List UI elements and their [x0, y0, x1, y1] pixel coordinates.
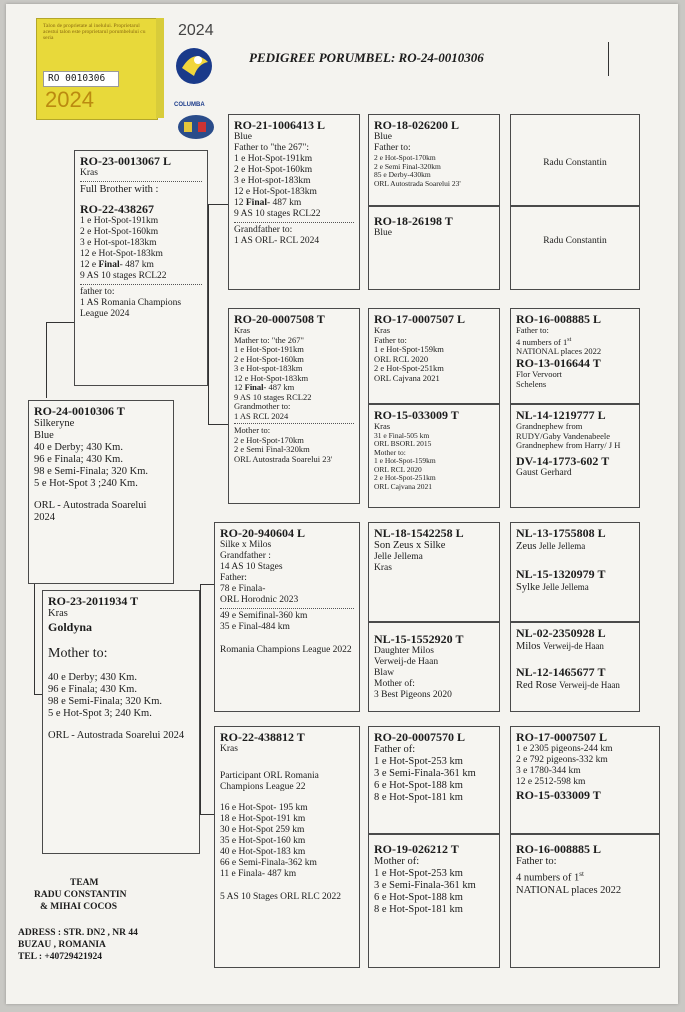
ddss-ring-2: RO-15-033009 T	[516, 788, 601, 802]
brother-label: Full Brother with :	[80, 184, 159, 195]
dd-result: 40 e Hot-Spot-183 km	[220, 847, 306, 857]
sds-father-label: Father to:	[374, 334, 407, 345]
team-names-1: RADU CONSTANTIN	[34, 890, 127, 900]
separator	[80, 181, 202, 182]
ds-father-label: Father:	[220, 573, 247, 583]
ss-result: 1 e Hot-Spot-191km	[234, 154, 313, 164]
sss-result: 2 e Semi Final-320km	[374, 161, 441, 171]
dsds-breeder: Verweij-de Haan	[543, 641, 604, 651]
connector	[200, 584, 214, 585]
nat-prefix: 4 numbers of 1	[516, 872, 580, 884]
dsd-ring: NL-15-1552920 T	[374, 632, 464, 646]
separator	[220, 608, 354, 609]
sdd-mother-result: 1 e Hot-Spot-159km	[374, 456, 436, 465]
subject-result: 5 e Hot-Spot 3 ;240 Km.	[34, 478, 138, 489]
sss-result: 85 e Derby-430km	[374, 170, 431, 179]
sds-result: ORL RCL 2020	[374, 353, 429, 364]
dsss-ring-2: NL-15-1320979 T	[516, 567, 606, 581]
sdss-father-label: Father to:	[516, 325, 549, 335]
ds-result: 49 e Semifinal-360 km	[220, 611, 308, 621]
dam-ring: RO-23-2011934 T	[48, 594, 139, 608]
subject-color: Blue	[34, 430, 54, 441]
dsds-name2-text: Red Rose	[516, 680, 557, 691]
brother-ring: RO-22-438267	[80, 202, 154, 216]
ddd-result: 6 e Hot-Spot-188 km	[374, 892, 463, 903]
sire-color: Kras	[80, 168, 98, 178]
ddss-result: 1 e 2305 pigeons-244 km	[516, 744, 613, 754]
ddd-result: 1 e Hot-Spot-253 km	[374, 868, 463, 879]
logo-year: 2024	[178, 22, 214, 39]
sdss-national-2: NATIONAL places 2022	[516, 345, 602, 356]
sire-result: 1 e Hot-Spot-191km	[80, 216, 159, 226]
sire-ring: RO-23-0013067 L	[80, 154, 171, 168]
sdd-result: ORL BSORL 2015	[374, 439, 432, 448]
ss-color: Blue	[234, 132, 252, 142]
sdd-mother-result: ORL RCL 2020	[374, 464, 422, 474]
dd-card	[214, 726, 360, 968]
dd-result: 35 e Hot-Spot-160 km	[220, 836, 306, 846]
sds-ring: RO-17-0007507 L	[374, 312, 465, 326]
dd-stages: 5 AS 10 Stages ORL RLC 2022	[220, 892, 342, 902]
nat-sup: st	[567, 336, 572, 343]
dsds-breeder-2: Verweij-de Haan	[559, 680, 620, 690]
sire-final	[80, 260, 202, 271]
ddss-result: 2 e 792 pigeons-332 km	[516, 755, 608, 765]
team-phone: TEL : +40729421924	[18, 952, 103, 962]
dd-result: 11 e Finala- 487 km	[220, 869, 297, 879]
ddds-ring: RO-16-008885 L	[516, 842, 601, 856]
dds-card	[368, 726, 500, 834]
dam-card	[42, 590, 200, 854]
dd-ring: RO-22-438812 T	[220, 730, 305, 744]
sss-ring: RO-18-026200 L	[374, 118, 459, 132]
dsd-line: Verweij-de Haan	[374, 657, 439, 667]
subject-result: 40 e Derby; 430 Km.	[34, 442, 123, 453]
sds-result: 2 e Hot-Spot-251km	[374, 363, 444, 373]
ddd-result: 3 e Semi-Finala-361 km	[374, 880, 476, 891]
sd-result: 2 e Hot-Spot-160km	[234, 353, 304, 364]
sdd-color: Kras	[374, 421, 391, 431]
sss-card	[368, 114, 500, 206]
ss-result: 3 e Hot-spot-183km	[234, 176, 311, 186]
connector	[200, 584, 201, 814]
connector	[208, 424, 228, 425]
ddss-result: 3 e 1780-344 km	[516, 766, 581, 776]
ddss-result: 12 e 2512-598 km	[516, 777, 586, 787]
dds-result: 1 e Hot-Spot-253 km	[374, 756, 463, 767]
sdd-mother-label: Mother to:	[374, 447, 406, 457]
dss-ring: NL-18-1542258 L	[374, 526, 464, 540]
bird-logo-icon	[172, 42, 222, 102]
connector	[200, 814, 214, 815]
ssd-ring: RO-18-26198 T	[374, 214, 453, 228]
dss-breeder: Jelle Jellema	[374, 552, 423, 562]
dsss-name	[516, 540, 634, 553]
sdds-line: Grandnephew from	[516, 421, 583, 431]
subject-result: 96 e Finala; 430 Km.	[34, 454, 123, 465]
dsss-name-2	[516, 581, 634, 594]
sss-result: ORL Autostrada Soarelui 23'	[374, 178, 461, 188]
ddds-father-label: Father to:	[516, 856, 557, 867]
separator	[234, 423, 354, 424]
dd-result: 18 e Hot-Spot-191 km	[220, 814, 306, 824]
sssd-card	[510, 206, 640, 290]
ss-father-label: Father to "the 267":	[234, 143, 310, 153]
ddd-card	[368, 834, 500, 968]
ddss-card	[510, 726, 660, 834]
ddd-result: 8 e Hot-Spot-181 km	[374, 904, 463, 915]
team-title: TEAM	[70, 878, 99, 888]
ddss-ring: RO-17-0007507 L	[516, 730, 607, 744]
sds-result: 1 e Hot-Spot-159km	[374, 344, 444, 354]
ds-grand-label: Grandfather :	[220, 551, 271, 561]
final-prefix: 12	[234, 382, 245, 392]
dam-result: 96 e Finala; 430 Km.	[48, 684, 137, 695]
sdds-ring: NL-14-1219777 L	[516, 408, 606, 422]
sd-grand-label: Grandmother to:	[234, 401, 291, 411]
ss-grand-label: Grandfather to:	[234, 225, 293, 235]
dds-result: 8 e Hot-Spot-181 km	[374, 792, 463, 803]
ds-card	[214, 522, 360, 712]
sd-mother-label: Mother to:	[234, 425, 271, 435]
dds-ring: RO-20-0007570 L	[374, 730, 465, 744]
sdds-ring-2: DV-14-1773-602 T	[516, 453, 610, 468]
sdss-owner-2: Flor Vervoort	[516, 369, 562, 380]
subject-name: Silkeryne	[34, 418, 75, 429]
ss-result: 12 e Hot-Spot-183km	[234, 187, 317, 197]
sss-result: 2 e Hot-Spot-170km	[374, 153, 436, 162]
sire-father-text: 1 AS Romania Champions League 2024	[80, 298, 182, 319]
dam-result: 5 e Hot-Spot 3; 240 Km.	[48, 708, 152, 719]
sds-result: ORL Cajvana 2021	[374, 372, 440, 383]
nat-sup: st	[579, 870, 584, 878]
ss-ring: RO-21-1006413 L	[234, 118, 325, 132]
sire-father-label: father to:	[80, 287, 115, 297]
sss-father-label: Father to:	[374, 143, 411, 153]
sd-mother-of: Mather to: "the 267"	[234, 334, 304, 345]
subject-card	[28, 400, 174, 584]
ssd-color: Blue	[374, 228, 392, 238]
sd-grand-text: 1 AS RCL 2024	[234, 410, 289, 421]
ddds-national	[516, 868, 654, 885]
pedigree-sheet	[6, 4, 678, 1004]
ds-grand-text: 14 AS 10 Stages	[220, 562, 283, 572]
final-prefix: 12 e	[80, 260, 99, 270]
sd-mother-result: 2 e Semi Final-320km	[234, 444, 310, 454]
ds-ring: RO-20-940604 L	[220, 526, 305, 540]
dsds-name-text: Milos	[516, 641, 541, 652]
dsds-name-2	[516, 679, 634, 692]
dd-result: 30 e Hot-Spot 259 km	[220, 825, 305, 835]
dam-note: ORL - Autostrada Soarelui 2024	[48, 730, 185, 741]
nat-prefix: 4 numbers of 1	[516, 336, 568, 347]
sssd-owner: Radu Constantin	[543, 236, 607, 246]
ddds-national-2: NATIONAL places 2022	[516, 884, 622, 896]
flag-logo-icon	[176, 114, 216, 140]
connector	[34, 694, 42, 695]
final-suffix: - 487 km	[119, 260, 154, 270]
sdss-ring: RO-16-008885 L	[516, 312, 601, 326]
ss-stages: 9 AS 10 stages RCL22	[234, 209, 321, 219]
sdss-ring-2: RO-13-016644 T	[516, 356, 601, 371]
dsds-ring-2: NL-12-1465677 T	[516, 665, 606, 679]
sire-stages: 9 AS 10 stages RCL22	[80, 271, 167, 281]
card-tab	[156, 18, 164, 118]
dsss-card	[510, 522, 640, 622]
connector	[208, 204, 209, 424]
sd-stages: 9 AS 10 stages RCL22	[234, 391, 312, 402]
sd-card	[228, 308, 360, 504]
dd-result: 66 e Semi-Finala-362 km	[220, 858, 317, 868]
team-names-2: & MIHAI COCOS	[40, 902, 118, 912]
dsds-card	[510, 622, 640, 712]
subject-note: ORL - Autostrada Soarelui 2024	[34, 500, 147, 523]
separator	[34, 492, 168, 498]
sdd-mother-result: 2 e Hot-Spot-251km	[374, 473, 436, 482]
page-title: PEDIGREE PORUMBEL: RO-24-0010306	[249, 50, 484, 65]
sdd-result: 31 e Final-505 km	[374, 430, 430, 440]
ssd-card	[368, 206, 500, 290]
ds-name: Silke x Milos	[220, 540, 272, 550]
team-address-1: ADRESS : STR. DN2 , NR 44	[18, 928, 138, 938]
final-bold: Final	[98, 260, 120, 270]
dam-name: Goldyna	[48, 620, 93, 634]
dsd-line: 3 Best Pigeons 2020	[374, 690, 452, 700]
final-suffix: - 487 km	[267, 198, 302, 208]
final-bold: Final	[245, 198, 267, 208]
ddd-ring: RO-19-026212 T	[374, 842, 459, 856]
title-rule	[608, 42, 609, 76]
dsss-name-text: Zeus	[516, 541, 537, 552]
ss-grand-text: 1 AS ORL- RCL 2024	[234, 236, 320, 246]
ssss-owner: Radu Constantin	[543, 158, 607, 168]
sdds-card	[510, 404, 640, 508]
final-suffix: - 487 km	[263, 382, 295, 392]
sds-card	[368, 308, 500, 404]
sds-color: Kras	[374, 325, 391, 335]
sdd-card	[368, 404, 500, 508]
dd-result: 16 e Hot-Spot- 195 km	[220, 803, 308, 813]
ss-card	[228, 114, 360, 290]
sd-result: 3 e Hot-spot-183km	[234, 363, 303, 373]
dsss-breeder-2: Jelle Jellema	[542, 582, 589, 592]
dsss-breeder: Jelle Jellema	[539, 541, 586, 551]
team-address-2: BUZAU , ROMANIA	[18, 940, 106, 950]
connector	[34, 584, 35, 694]
ddds-card	[510, 834, 660, 968]
dam-result: 40 e Derby; 430 Km.	[48, 672, 137, 683]
connector	[46, 322, 47, 398]
sire-result: 12 e Hot-Spot-183km	[80, 249, 163, 259]
sd-result: 12 e Hot-Spot-183km	[234, 372, 309, 383]
dam-mother-label: Mother to:	[48, 646, 108, 661]
ds-father-line: ORL Horodnic 2023	[220, 595, 299, 605]
dds-result: 6 e Hot-Spot-188 km	[374, 780, 463, 791]
ss-result: 2 e Hot-Spot-160km	[234, 165, 313, 175]
dds-father-label: Father of:	[374, 744, 416, 755]
sd-result: 1 e Hot-Spot-191km	[234, 344, 304, 354]
separator	[80, 284, 202, 285]
ds-father-line: 78 e Finala-	[220, 584, 266, 594]
connector	[46, 322, 74, 323]
dds-result: 3 e Semi-Finala-361 km	[374, 768, 476, 779]
ownership-card	[36, 18, 158, 120]
logo-caption: COLUMBA	[174, 102, 205, 108]
dsss-name2-text: Sylke	[516, 582, 540, 593]
dsss-ring: NL-13-1755808 L	[516, 526, 606, 540]
ssss-card	[510, 114, 640, 206]
dam-result: 98 e Semi-Finala; 320 Km.	[48, 696, 163, 707]
dsd-line: Blaw	[374, 668, 395, 678]
sdds-line: RUDY/Gaby Vandenabeele	[516, 430, 611, 441]
ddd-mother-label: Mother of:	[374, 856, 420, 867]
sd-color: Kras	[234, 325, 251, 335]
dd-color: Kras	[220, 744, 238, 754]
final-bold: Final	[244, 382, 264, 392]
dss-color: Kras	[374, 563, 392, 573]
dsds-name	[516, 640, 634, 653]
sss-color: Blue	[374, 132, 392, 142]
sd-mother-result: ORL Autostrada Soarelui 23'	[234, 453, 333, 464]
card-text: Talon de proprietate al inelului. Proprietarul acestui talon este proprietarul porumbelului cu seria	[43, 23, 146, 41]
card-serial: RO 0010306	[43, 71, 119, 87]
subject-ring: RO-24-0010306 T	[34, 404, 125, 418]
dsds-ring: NL-02-2350928 L	[516, 626, 606, 640]
dd-participant: Participant ORL Romania Champions League 22	[220, 771, 319, 792]
separator	[234, 222, 354, 223]
sire-result: 2 e Hot-Spot-160km	[80, 227, 159, 237]
sire-result: 3 e Hot-spot-183km	[80, 238, 157, 248]
spacer	[220, 793, 354, 803]
sdd-mother-result: ORL Cajvana 2021	[374, 481, 433, 491]
sdds-line: Grandnephew from Harry/ J H	[516, 440, 621, 450]
sire-card	[74, 150, 208, 386]
sdss-place-2: Schelens	[516, 378, 547, 389]
ss-final	[234, 198, 354, 209]
ds-note: Romania Champions League 2022	[220, 645, 352, 655]
card-year: 2024	[45, 87, 94, 112]
dss-name: Son Zeus x Silke	[374, 540, 446, 551]
ds-result: 35 e Final-484 km	[220, 622, 290, 632]
dsd-line: Mother of:	[374, 679, 415, 689]
dam-color: Kras	[48, 608, 68, 619]
sd-mother-result: 2 e Hot-Spot-170km	[234, 434, 304, 445]
subject-result: 98 e Semi-Finala; 320 Km.	[34, 466, 149, 477]
sd-ring: RO-20-0007508 T	[234, 312, 325, 326]
dsd-card	[368, 622, 500, 712]
dsd-line: Daughter Milos	[374, 646, 434, 656]
sdd-ring: RO-15-033009 T	[374, 408, 459, 422]
dss-card	[368, 522, 500, 622]
columba-logo	[166, 18, 221, 138]
connector	[208, 204, 228, 205]
final-prefix: 12	[234, 198, 246, 208]
sdds-owner-2: Gaust Gerhard	[516, 467, 572, 478]
sdss-card	[510, 308, 640, 404]
